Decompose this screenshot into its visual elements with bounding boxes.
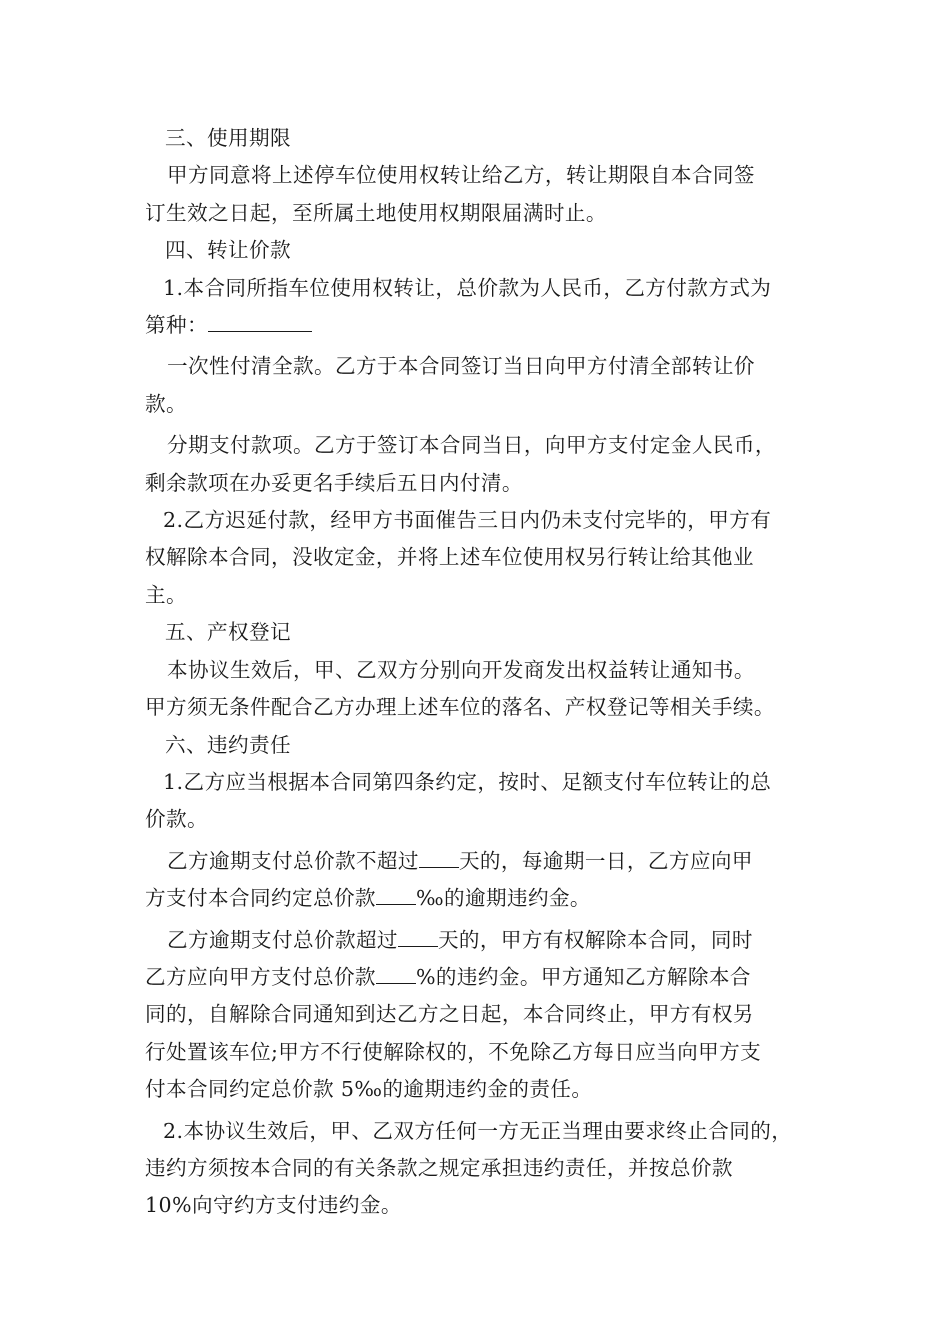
fill-in-blank	[208, 311, 312, 332]
line-text: 天的，每逾期一日，乙方应向甲	[458, 848, 753, 873]
section-heading-registration: 五、产权登记	[165, 620, 291, 645]
paragraph-line: 一次性付清全款。乙方于本合同签订当日向甲方付清全部转让价	[167, 354, 755, 379]
paragraph-line: 2.本协议生效后，甲、乙双方任何一方无正当理由要求终止合同的，	[163, 1118, 793, 1143]
paragraph-line: 10%向守约方支付违约金。	[145, 1193, 402, 1218]
section-heading-price: 四、转让价款	[165, 238, 291, 263]
paragraph-line-with-blank	[145, 959, 815, 996]
paragraph-line-with-blank	[145, 843, 815, 880]
paragraph-line: 本协议生效后，甲、乙双方分别向开发商发出权益转让通知书。	[167, 657, 755, 682]
paragraph-line-with-blank	[145, 880, 815, 917]
line-text: 第种：	[145, 313, 208, 338]
section-heading-liability: 六、违约责任	[165, 732, 291, 757]
fill-in-blank	[376, 884, 416, 905]
line-text: %的违约金。甲方通知乙方解除本合	[415, 964, 751, 989]
contract-body	[145, 120, 815, 1225]
paragraph-line: 行处置该车位;甲方不行使解除权的，不免除乙方每日应当向甲方支	[145, 1039, 762, 1064]
paragraph-line: 价款。	[145, 807, 208, 832]
line-text: 方支付本合同约定总价款	[145, 886, 376, 911]
paragraph-line: 1.乙方应当根据本合同第四条约定，按时、足额支付车位转让的总	[163, 769, 772, 794]
paragraph-line: 甲方须无条件配合乙方办理上述车位的落名、产权登记等相关手续。	[145, 695, 775, 720]
paragraph-line: 订生效之日起，至所属土地使用权期限届满时止。	[145, 200, 607, 225]
paragraph-line: 付本合同约定总价款 5‰的逾期违约金的责任。	[145, 1077, 593, 1102]
paragraph-line: 分期支付款项。乙方于签订本合同当日，向甲方支付定金人民币，	[167, 433, 776, 458]
paragraph-line-with-blank	[145, 922, 815, 959]
paragraph-line: 剩余款项在办妥更名手续后五日内付清。	[145, 470, 523, 495]
paragraph-line: 权解除本合同，没收定金，并将上述车位使用权另行转让给其他业	[145, 545, 754, 570]
fill-in-blank	[419, 847, 459, 868]
line-text: 天的，甲方有权解除本合同，同时	[437, 927, 753, 952]
line-text: ‰的逾期违约金。	[415, 886, 591, 911]
paragraph-line-with-blank	[145, 307, 815, 344]
line-text: 乙方逾期支付总价款不超过	[167, 848, 419, 873]
fill-in-blank	[398, 926, 438, 947]
paragraph-line: 款。	[145, 391, 187, 416]
paragraph-line: 2.乙方迟延付款，经甲方书面催告三日内仍未支付完毕的，甲方有	[163, 508, 772, 533]
section-heading-term: 三、使用期限	[165, 126, 291, 150]
paragraph-line: 同的，自解除合同通知到达乙方之日起，本合同终止，甲方有权另	[145, 1002, 754, 1027]
fill-in-blank	[376, 963, 416, 984]
paragraph-line: 1.本合同所指车位使用权转让，总价款为人民币，乙方付款方式为	[163, 275, 772, 300]
line-text: 乙方应向甲方支付总价款	[145, 964, 376, 989]
paragraph-line: 甲方同意将上述停车位使用权转让给乙方，转让期限自本合同签	[167, 163, 755, 188]
paragraph-line: 违约方须按本合同的有关条款之规定承担违约责任，并按总价款	[145, 1155, 733, 1180]
paragraph-line: 主。	[145, 582, 187, 607]
line-text: 乙方逾期支付总价款超过	[167, 927, 398, 952]
